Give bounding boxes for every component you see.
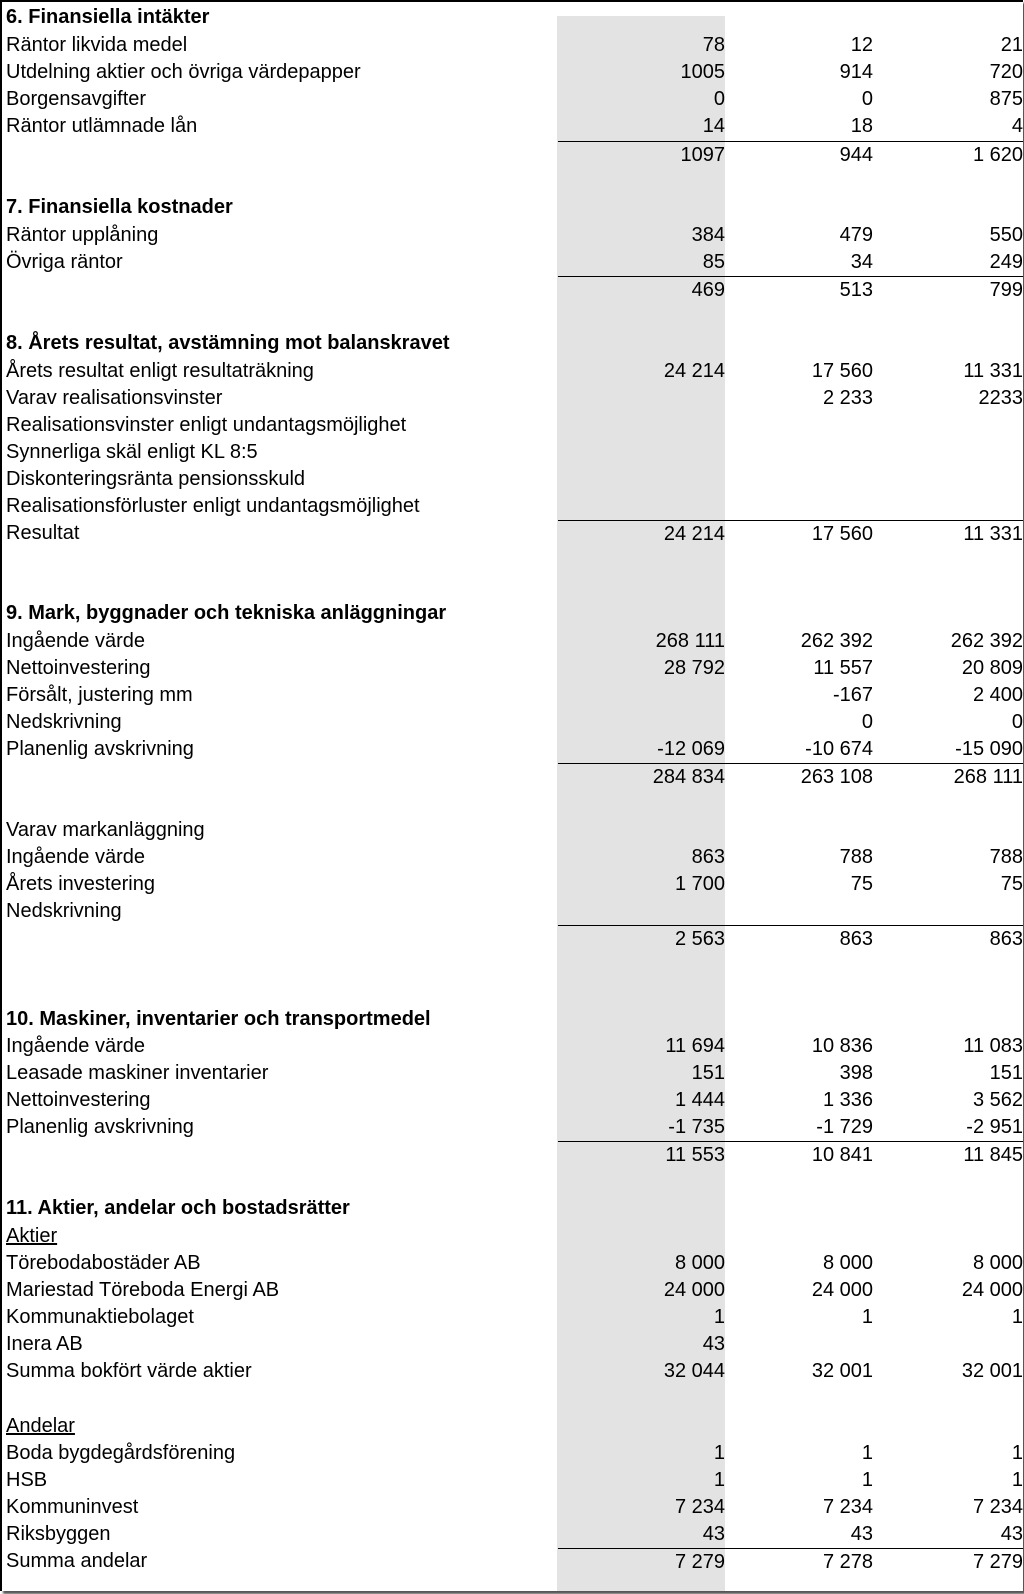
total-row xyxy=(2,763,1023,790)
value-cell-col2: 43 xyxy=(850,1523,873,1545)
row-label: Realisationsvinster enligt undantagsmöjlighet xyxy=(6,414,407,436)
total-row xyxy=(2,520,1023,547)
value-cell-col1: 14 xyxy=(702,115,725,137)
row-label: Räntor utlämnade lån xyxy=(6,115,198,137)
value-cell-col3: 788 xyxy=(989,846,1023,868)
value-cell-col3: 8 000 xyxy=(972,1252,1023,1274)
table-row xyxy=(2,1250,1023,1277)
value-cell-col3: 1 xyxy=(1011,1442,1023,1464)
value-cell-col2: 8 000 xyxy=(822,1252,873,1274)
row-label: Kommuninvest xyxy=(6,1496,139,1518)
value-cell-col3: 4 xyxy=(1011,115,1023,137)
value-cell-col2: 262 392 xyxy=(800,630,873,652)
value-cell-col2: 18 xyxy=(850,115,873,137)
row-label: Räntor upplåning xyxy=(6,224,159,246)
table-row xyxy=(2,1467,1023,1494)
row-label: Nettoinvestering xyxy=(6,657,151,679)
table-row xyxy=(2,709,1023,736)
row-label: Planenlig avskrivning xyxy=(6,1116,194,1138)
value-cell-col2: 32 001 xyxy=(811,1360,873,1382)
row-label: Summa andelar xyxy=(6,1550,148,1572)
row-label: 6. Finansiella intäkter xyxy=(6,6,210,28)
value-cell-col2: 944 xyxy=(725,141,873,169)
table-row xyxy=(2,1413,1023,1440)
value-cell-col1: 2 563 xyxy=(558,925,725,953)
value-cell-col3: 151 xyxy=(989,1062,1023,1084)
row-label: Varav markanläggning xyxy=(6,819,205,841)
section-heading xyxy=(2,1195,1023,1222)
row-label: Törebodabostäder AB xyxy=(6,1252,201,1274)
value-cell-col1: 0 xyxy=(713,88,725,110)
total-row xyxy=(2,141,1023,168)
table-row xyxy=(2,817,1023,844)
table-row xyxy=(2,682,1023,709)
table-row xyxy=(2,1331,1023,1358)
value-cell-col2: 914 xyxy=(839,61,873,83)
row-label: Aktier xyxy=(6,1225,58,1247)
value-cell-col2: 24 000 xyxy=(811,1279,873,1301)
row-label: HSB xyxy=(6,1469,48,1491)
row-label: Ingående värde xyxy=(6,1035,146,1057)
row-label: Borgensavgifter xyxy=(6,88,147,110)
table-row xyxy=(2,439,1023,466)
row-label: Årets investering xyxy=(6,873,155,895)
value-cell-col2: -167 xyxy=(832,684,873,706)
table-row xyxy=(2,86,1023,113)
row-label: Inera AB xyxy=(6,1333,83,1355)
value-cell-col2: 263 108 xyxy=(725,763,873,791)
value-cell-col2: 10 836 xyxy=(811,1035,873,1057)
total-row xyxy=(2,1141,1023,1168)
table-row xyxy=(2,1223,1023,1250)
table-row xyxy=(2,1087,1023,1114)
value-cell-col1: 78 xyxy=(702,34,725,56)
value-cell-col3: 32 001 xyxy=(961,1360,1023,1382)
value-cell-col3: 21 xyxy=(1000,34,1023,56)
value-cell-col1: 85 xyxy=(702,251,725,273)
table-row xyxy=(2,113,1023,140)
value-cell-col1: -12 069 xyxy=(657,738,725,760)
table-row xyxy=(2,493,1023,520)
value-cell-col3: 11 331 xyxy=(963,360,1023,382)
value-cell-col2: 0 xyxy=(861,88,873,110)
value-cell-col2: 479 xyxy=(839,224,873,246)
row-label: Kommunaktiebolaget xyxy=(6,1306,194,1328)
value-cell-col1: 11 694 xyxy=(665,1035,725,1057)
value-cell-col1: 1 xyxy=(713,1469,725,1491)
row-label: Realisationsförluster enligt undantagsmöjlighet xyxy=(6,495,420,517)
row-label: Diskonteringsränta pensionsskuld xyxy=(6,468,306,490)
table-row xyxy=(2,1114,1023,1141)
row-label: Ingående värde xyxy=(6,630,146,652)
value-cell-col2: 1 xyxy=(861,1442,873,1464)
table-row xyxy=(2,32,1023,59)
value-cell-col1: 32 044 xyxy=(663,1360,725,1382)
value-cell-col1: 24 214 xyxy=(663,360,725,382)
section-heading xyxy=(2,330,1023,357)
row-label: 9. Mark, byggnader och tekniska anläggningar xyxy=(6,602,447,624)
table-row xyxy=(2,249,1023,276)
value-cell-col2: 11 557 xyxy=(813,657,873,679)
row-label: Utdelning aktier och övriga värdepapper xyxy=(6,61,361,83)
row-label: Försålt, justering mm xyxy=(6,684,193,706)
value-cell-col2: 12 xyxy=(850,34,873,56)
table-row xyxy=(2,1521,1023,1548)
value-cell-col3: 262 392 xyxy=(950,630,1023,652)
row-label: Andelar xyxy=(6,1415,75,1437)
value-cell-col2: 7 278 xyxy=(725,1548,873,1576)
table-row xyxy=(2,385,1023,412)
row-label: Resultat xyxy=(6,522,80,544)
value-cell-col3: 7 279 xyxy=(873,1548,1023,1576)
value-cell-col3: 7 234 xyxy=(972,1496,1023,1518)
table-row xyxy=(2,1440,1023,1467)
value-cell-col3: 43 xyxy=(1000,1523,1023,1545)
section-heading xyxy=(2,1006,1023,1033)
table-row xyxy=(2,628,1023,655)
value-cell-col2: -10 674 xyxy=(805,738,873,760)
row-label: 7. Finansiella kostnader xyxy=(6,196,233,218)
value-cell-col1: 151 xyxy=(691,1062,725,1084)
value-cell-col2: 513 xyxy=(725,276,873,304)
table-row xyxy=(2,736,1023,763)
value-cell-col1: 7 279 xyxy=(558,1548,725,1576)
table-row xyxy=(2,412,1023,439)
value-cell-col3: 863 xyxy=(873,925,1023,953)
row-label: 10. Maskiner, inventarier och transportmedel xyxy=(6,1008,431,1030)
value-cell-col1: -1 735 xyxy=(668,1116,725,1138)
value-cell-col3: 550 xyxy=(989,224,1023,246)
row-label: Varav realisationsvinster xyxy=(6,387,223,409)
value-cell-col1: 1 444 xyxy=(674,1089,725,1111)
total-row xyxy=(2,276,1023,303)
value-cell-col2: 17 560 xyxy=(725,520,873,548)
value-cell-col1: 24 000 xyxy=(663,1279,725,1301)
value-cell-col2: 2 233 xyxy=(822,387,873,409)
table-row xyxy=(2,898,1023,925)
row-label: Övriga räntor xyxy=(6,251,123,273)
value-cell-col3: 2233 xyxy=(978,387,1023,409)
value-cell-col3: 75 xyxy=(1000,873,1023,895)
table-row xyxy=(2,1494,1023,1521)
row-label: Räntor likvida medel xyxy=(6,34,188,56)
value-cell-col2: 1 336 xyxy=(822,1089,873,1111)
value-cell-col1: 469 xyxy=(558,276,725,304)
row-label: 11. Aktier, andelar och bostadsrätter xyxy=(6,1197,350,1219)
value-cell-col1: 284 834 xyxy=(558,763,725,791)
row-label: Mariestad Töreboda Energi AB xyxy=(6,1279,280,1301)
value-cell-col2: 10 841 xyxy=(725,1141,873,1169)
value-cell-col3: 20 809 xyxy=(961,657,1023,679)
value-cell-col2: 0 xyxy=(861,711,873,733)
table-row xyxy=(2,1060,1023,1087)
row-label: Leasade maskiner inventarier xyxy=(6,1062,269,1084)
value-cell-col1: 11 553 xyxy=(558,1141,725,1169)
value-cell-col1: 8 000 xyxy=(674,1252,725,1274)
value-cell-col3: 720 xyxy=(989,61,1023,83)
value-cell-col3: 11 331 xyxy=(873,520,1023,548)
value-cell-col1: 863 xyxy=(691,846,725,868)
value-cell-col2: -1 729 xyxy=(816,1116,873,1138)
value-cell-col2: 34 xyxy=(850,251,873,273)
value-cell-col3: 24 000 xyxy=(961,1279,1023,1301)
value-cell-col1: 1 700 xyxy=(674,873,725,895)
section-heading xyxy=(2,600,1023,627)
value-cell-col3: 11 083 xyxy=(963,1035,1023,1057)
value-cell-col2: 75 xyxy=(850,873,873,895)
value-cell-col1: 1097 xyxy=(558,141,725,169)
row-label: Planenlig avskrivning xyxy=(6,738,194,760)
row-label: Riksbyggen xyxy=(6,1523,111,1545)
value-cell-col2: 7 234 xyxy=(822,1496,873,1518)
value-cell-col1: 1005 xyxy=(680,61,725,83)
value-cell-col1: 43 xyxy=(702,1333,725,1355)
row-label: Ingående värde xyxy=(6,846,146,868)
table-row xyxy=(2,1304,1023,1331)
value-cell-col2: 1 xyxy=(861,1469,873,1491)
value-cell-col1: 43 xyxy=(702,1523,725,1545)
value-cell-col3: -15 090 xyxy=(955,738,1023,760)
section-heading xyxy=(2,194,1023,221)
table-row xyxy=(2,358,1023,385)
section-heading xyxy=(2,4,1023,31)
total-row xyxy=(2,1548,1023,1575)
table-row xyxy=(2,1277,1023,1304)
row-label: Boda bygdegårdsförening xyxy=(6,1442,236,1464)
row-label: 8. Årets resultat, avstämning mot balanskravet xyxy=(6,332,450,354)
row-label: Nedskrivning xyxy=(6,711,122,733)
table-row xyxy=(2,1358,1023,1385)
value-cell-col1: 384 xyxy=(691,224,725,246)
value-cell-col2: 1 xyxy=(861,1306,873,1328)
value-cell-col2: 17 560 xyxy=(811,360,873,382)
value-cell-col3: 249 xyxy=(989,251,1023,273)
value-cell-col1: 24 214 xyxy=(558,520,725,548)
value-cell-col1: 7 234 xyxy=(674,1496,725,1518)
value-cell-col3: 1 xyxy=(1011,1469,1023,1491)
value-cell-col3: 11 845 xyxy=(873,1141,1023,1169)
row-label: Nedskrivning xyxy=(6,900,122,922)
table-row xyxy=(2,466,1023,493)
total-row xyxy=(2,925,1023,952)
value-cell-col3: -2 951 xyxy=(966,1116,1023,1138)
value-cell-col2: 863 xyxy=(725,925,873,953)
value-cell-col1: 1 xyxy=(713,1306,725,1328)
row-label: Summa bokfört värde aktier xyxy=(6,1360,252,1382)
row-label: Nettoinvestering xyxy=(6,1089,151,1111)
table-row xyxy=(2,844,1023,871)
value-cell-col3: 3 562 xyxy=(972,1089,1023,1111)
value-cell-col3: 1 xyxy=(1011,1306,1023,1328)
table-row xyxy=(2,1033,1023,1060)
value-cell-col3: 875 xyxy=(989,88,1023,110)
value-cell-col3: 268 111 xyxy=(873,763,1023,791)
table-row xyxy=(2,222,1023,249)
table-row xyxy=(2,655,1023,682)
table-row xyxy=(2,871,1023,898)
value-cell-col1: 268 111 xyxy=(655,630,725,652)
value-cell-col3: 1 620 xyxy=(873,141,1023,169)
value-cell-col1: 28 792 xyxy=(663,657,725,679)
value-cell-col2: 788 xyxy=(839,846,873,868)
row-label: Synnerliga skäl enligt KL 8:5 xyxy=(6,441,258,463)
value-cell-col3: 0 xyxy=(1011,711,1023,733)
value-cell-col3: 799 xyxy=(873,276,1023,304)
row-label: Årets resultat enligt resultaträkning xyxy=(6,360,314,382)
value-cell-col3: 2 400 xyxy=(972,684,1023,706)
value-cell-col1: 1 xyxy=(713,1442,725,1464)
table-row xyxy=(2,59,1023,86)
value-cell-col2: 398 xyxy=(839,1062,873,1084)
